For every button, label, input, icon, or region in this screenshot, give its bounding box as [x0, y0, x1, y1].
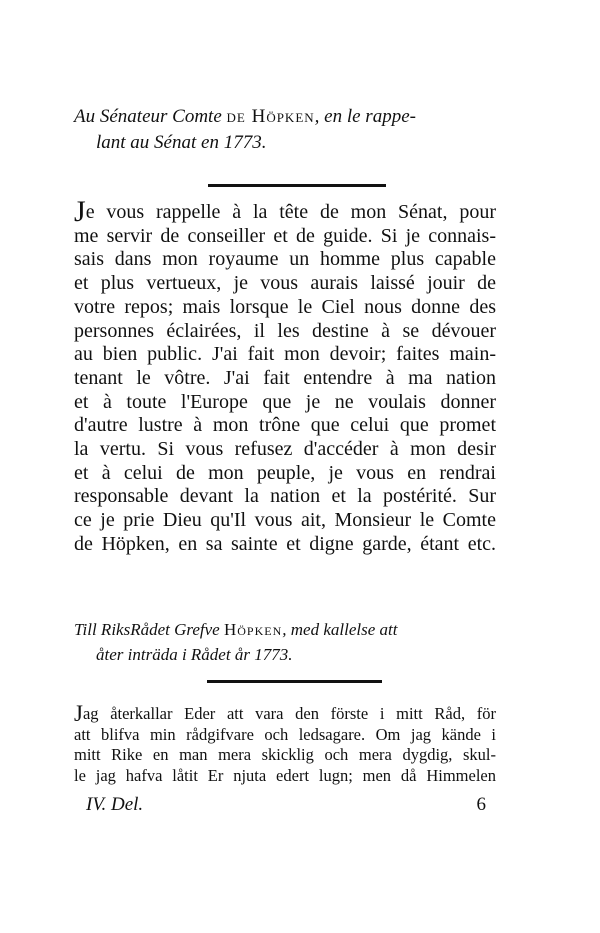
body-line: tenant le vôtre. J'ai fait entendre à ma nation	[74, 366, 496, 389]
heading-line	[74, 104, 504, 130]
heading-text: Au Sénateur Comte	[74, 106, 227, 127]
page-footer	[86, 794, 486, 820]
body-line: ce je prie Dieu qu'Il vous ait, Monsieur le Comte	[74, 509, 496, 532]
body-line: att blifva min rådgifvare och ledsagare. Om jag kände i	[74, 724, 496, 744]
french-letter-heading	[74, 104, 504, 156]
swedish-letter-body	[74, 701, 496, 786]
section-divider	[208, 184, 386, 187]
body-line-text: ag återkallar Eder att vara den förste i mitt Råd, för	[82, 704, 496, 723]
body-line: la vertu. Si vous refusez d'accéder à mon desir	[74, 438, 496, 461]
body-line: me servir de conseiller et de guide. Si je connais-	[74, 224, 496, 247]
heading-name-smallcaps: Höpken	[223, 620, 283, 639]
heading-text: , en le rappe-	[314, 106, 416, 127]
body-line: le jag hafva låtit Er njuta edert lugn; men då Himmelen	[74, 765, 496, 785]
body-line: personnes éclairées, il les destine à se dévouer	[74, 319, 496, 342]
body-line	[74, 195, 496, 228]
drop-cap: J	[74, 195, 86, 228]
heading-text: Till RiksRådet Grefve	[74, 620, 224, 639]
body-line: votre repos; mais lorsque le Ciel nous donne des	[74, 295, 496, 318]
body-line: au bien public. J'ai fait mon devoir; faites main-	[74, 343, 496, 366]
body-line: de Höpken, en sa sainte et digne garde, étant etc.	[74, 532, 496, 555]
heading-text: åter inträda i Rådet år 1773.	[96, 645, 293, 664]
body-line: et plus vertueux, je vous aurais laissé jouir de	[74, 272, 496, 295]
body-line: et à toute l'Europe que je ne voulais donner	[74, 390, 496, 413]
french-letter-body	[74, 195, 496, 557]
signature-mark: IV. Del.	[86, 794, 144, 815]
heading-line	[74, 617, 504, 642]
page-number: 6	[476, 794, 486, 815]
body-line: d'autre lustre à mon trône que celui que promet	[74, 414, 496, 437]
heading-line	[74, 130, 504, 156]
heading-text: , med kallelse att	[282, 620, 398, 639]
body-line: sais dans mon royaume un homme plus capable	[74, 248, 496, 271]
body-line: mitt Rike en man mera skicklig och mera dygdig, skul-	[74, 745, 496, 764]
swedish-letter-heading	[74, 617, 504, 667]
heading-text: lant au Sénat en 1773.	[96, 132, 267, 153]
body-line: responsable devant la nation et la postérité. Sur	[74, 485, 496, 508]
heading-name-smallcaps: de Höpken	[226, 106, 315, 127]
section-divider	[207, 680, 382, 683]
body-line	[74, 701, 496, 726]
drop-cap: J	[74, 701, 83, 726]
body-line: et à celui de mon peuple, je vous en rendrai	[74, 461, 496, 484]
heading-line	[74, 642, 504, 667]
body-line-text: e vous rappelle à la tête de mon Sénat, pour	[85, 201, 496, 223]
